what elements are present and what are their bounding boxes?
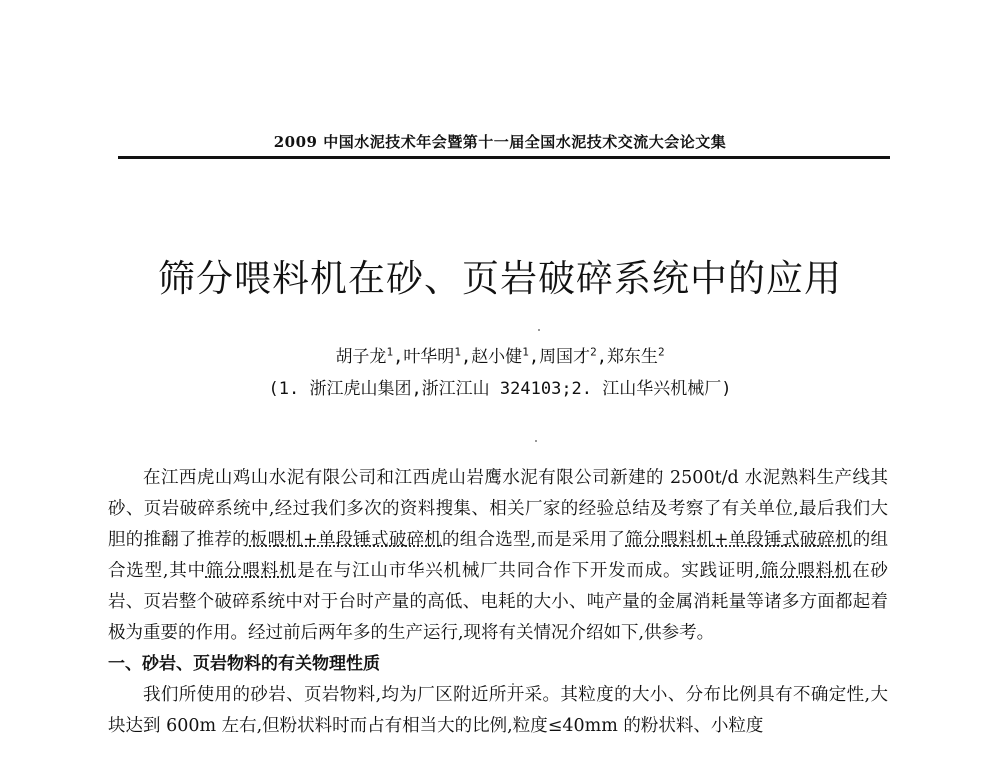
- body-paragraph: 我们所使用的砂岩、页岩物料,均为厂区附近所开采。其粒度的大小、分布比例具有不确定性,大块达到 600m 左右,但粉状料时而占有相当大的比例,粒度≤40mm 的粉状料、小粒度: [108, 685, 888, 736]
- body-text: [108, 463, 888, 742]
- scan-speck: [512, 683, 514, 685]
- paragraph-text: 在江西虎山鸡山水泥有限公司和江西虎山岩鹰水泥有限公司新建的 2500t/d 水泥熟料生产线其砂、页岩破碎系统中,经过我们多次的资料搜集、相关厂家的经验总结及考察了有关单位,最后我们大胆的推翻了推荐的: [108, 468, 888, 550]
- paragraph-text: 在砂岩、页岩整个破碎系统中对于台时产量的高低、电耗的大小、吨产量的金属消耗量等诸多方面都起着极为重要的作用。经过前后两年多的生产运行,现将有关情况介绍如下,供参考。: [108, 561, 889, 643]
- underlined-term: 筛分喂料机+单段锤式破碎机: [625, 530, 853, 550]
- author-name: 赵小健: [471, 347, 523, 367]
- author-list: 胡子龙$^1$,叶华明$^1$,赵小健$^1$,周国才$^2$,郑东生$^2$: [335, 345, 665, 367]
- paper-title: 筛分喂料机在砂、页岩破碎系统中的应用: [158, 257, 842, 300]
- affiliation-line: (1. 浙江虎山集团,浙江江山 324103;2. 江山华兴机械厂): [268, 379, 732, 399]
- underlined-term: 筛分喂料机: [760, 561, 853, 581]
- paragraph-text: 的组合选型,其中: [108, 530, 889, 581]
- underlined-term: 筛分喂料机: [205, 561, 298, 581]
- underlined-term: 板喂机+单段锤式破碎机: [249, 530, 443, 550]
- scan-speck: [538, 329, 540, 331]
- author-name: 胡子龙: [335, 347, 387, 367]
- author-affiliation-mark: 1: [386, 345, 394, 359]
- scan-speck: [535, 440, 537, 442]
- paragraph-text: 的组合选型,而是采用了: [442, 530, 626, 550]
- author-affiliation-mark: 1: [522, 345, 529, 359]
- author-name: 郑东生: [606, 347, 658, 367]
- header-rule: [118, 156, 890, 159]
- author-affiliation-mark: 2: [657, 345, 665, 359]
- proceedings-header: 2009 中国水泥技术年会暨第十一届全国水泥技术交流大会论文集: [273, 133, 727, 151]
- body-paragraph: [108, 463, 888, 649]
- author-affiliation-mark: 1: [454, 345, 461, 359]
- author-affiliation-mark: 2: [590, 345, 597, 359]
- author-name: 周国才: [539, 347, 591, 367]
- author-name: 叶华明: [403, 347, 455, 367]
- section-heading: 一、砂岩、页岩物料的有关物理性质: [108, 654, 380, 674]
- paragraph-text: 是在与江山市华兴机械厂共同合作下开发而成。实践证明,: [297, 561, 761, 581]
